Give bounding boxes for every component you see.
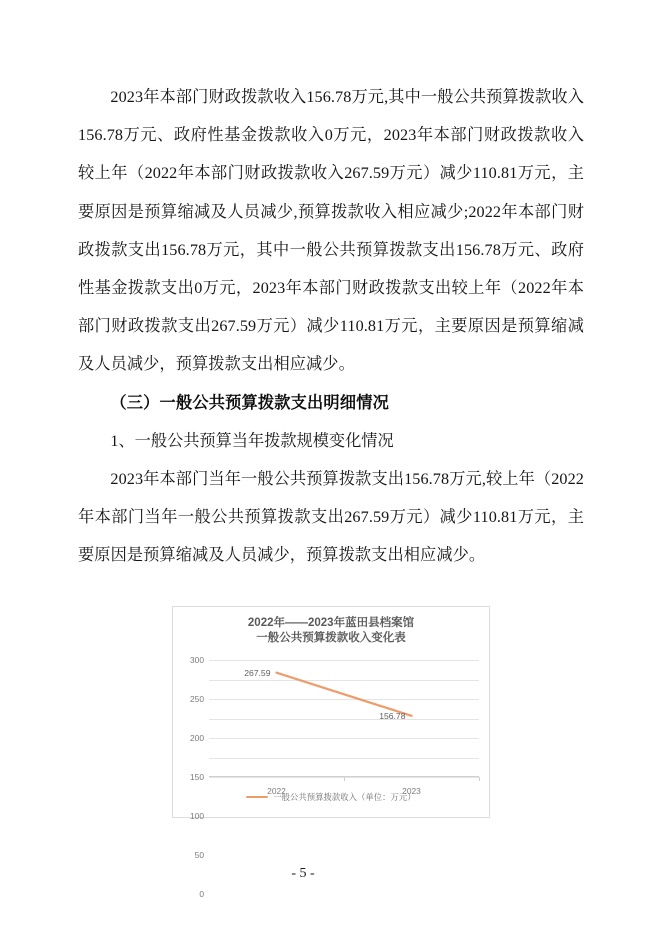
chart-x-axis-tick-label: 2023 xyxy=(402,786,421,796)
chart-y-axis-tick-label: 300 xyxy=(190,655,204,665)
chart-y-axis-tick-label: 0 xyxy=(199,889,204,899)
chart-y-axis-tick-label: 50 xyxy=(194,850,204,860)
page-number: - 5 - xyxy=(291,866,315,881)
chart-legend xyxy=(173,791,489,803)
document-body xyxy=(78,78,584,575)
chart-y-axis-tick-label: 250 xyxy=(190,694,204,704)
subsection-heading-allocation-scale-change: 1、一般公共预算当年拨款规模变化情况 xyxy=(110,431,394,450)
series-polyline xyxy=(277,673,412,716)
budget-allocation-line-chart xyxy=(172,606,490,899)
chart-y-axis-tick-label: 100 xyxy=(190,811,204,821)
chart-title-line-2: 一般公共预算拨款收入变化表 xyxy=(256,632,406,644)
chart-data-label: 156.78 xyxy=(379,710,406,721)
section-heading-general-public-budget-detail: （三）一般公共预算拨款支出明细情况 xyxy=(110,393,389,412)
chart-title xyxy=(173,616,489,646)
chart-x-axis-tickmark xyxy=(479,777,480,781)
chart-title-line-1: 2022年——2023年蓝田县档案馆 xyxy=(247,617,415,629)
paragraph-financial-allocation-overview: 2023年本部门财政拨款收入156.78万元,其中一般公共预算拨款收入156.78万元、政府性基金拨款收入0万元，2023年本部门财政拨款收入较上年（2022年本部门财政拨款收入267.59万元）减少110.81万元，主要原因是预算缩减及人员减少,预算拨款收入相应减少;2022年本部门财政拨款支出156.78万元，其中一般公共预算拨款支出156.78万元、政府性基金拨款支出0万元，2023年本部门财政拨款支出较上年（2022年本部门财政拨款支出267.59万元）减少110.81万元，主要原因是预算缩减及人员减少，预算拨款支出相应减少。 xyxy=(78,88,584,374)
chart-data-label: 267.59 xyxy=(244,667,271,678)
legend-color-swatch xyxy=(246,796,268,799)
legend-entry-label: 一般公共预算拨款收入（单位：万元） xyxy=(273,792,416,802)
chart-x-axis-tick-label: 2022 xyxy=(267,786,286,796)
chart-x-axis-tickmark xyxy=(344,777,345,781)
chart-y-axis-tick-label: 150 xyxy=(190,772,204,782)
paragraph-current-year-allocation: 2023年本部门当年一般公共预算拨款支出156.78万元,较上年（2022年本部门当年一般公共预算拨款支出267.59万元）减少110.81万元，主要原因是预算缩减及人员减少，预算拨款支出相应减少。 xyxy=(78,470,584,565)
chart-y-axis-tick-label: 200 xyxy=(190,733,204,743)
